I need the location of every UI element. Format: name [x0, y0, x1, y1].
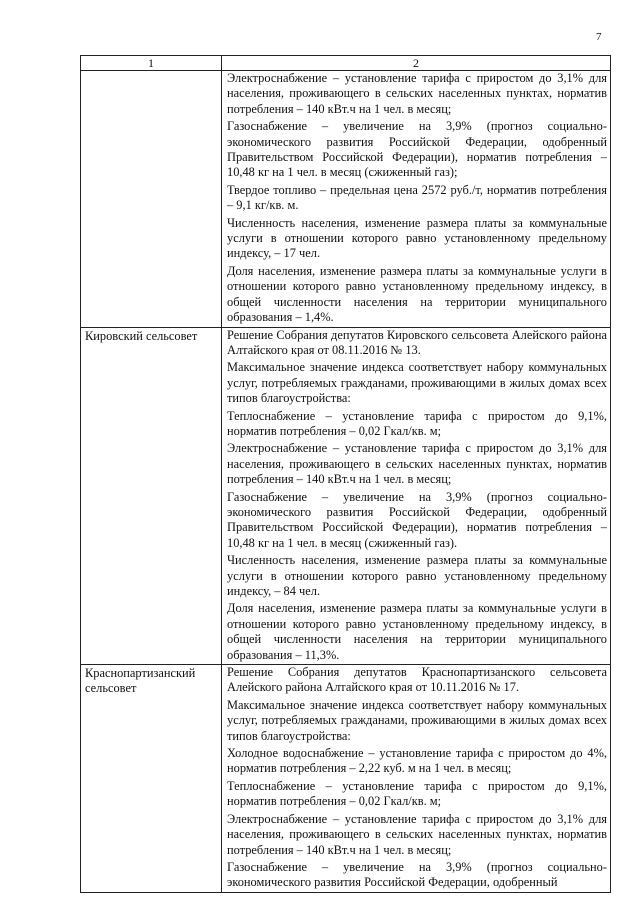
table-header-row — [81, 56, 611, 71]
paragraph-population-share: Доля населения, изменение размера платы за коммунальные услуги в отношении которого равно установленному предельному индексу, в общей численности населения на территории муниципального образования – 11,3%. — [227, 601, 607, 662]
paragraph-solid-fuel: Твердое топливо – предельная цена 2572 руб./т, норматив потребления – 9,1 кг/кв. м. — [227, 182, 607, 213]
paragraph-decision: Решение Собрания депутатов Кировского сельсовета Алейского района Алтайского края от 08.11.2016 № 13. — [227, 327, 607, 357]
paragraph-cold-water: Холодное водоснабжение – установление тарифа с приростом до 4%, норматив потребления – 2,22 куб. м на 1 чел. в месяц; — [227, 746, 607, 776]
tariff-description — [222, 665, 611, 893]
paragraph-electricity: Электроснабжение – установление тарифа с приростом до 3,1% для населения, проживающего в сельских населенных пунктах, норматив потребления – 140 кВт.ч на 1 чел. в месяц; — [227, 811, 607, 857]
paragraph-heating: Теплоснабжение – установление тарифа с приростом до 9,1%, норматив потребления – 0,02 Гкал/кв. м; — [227, 778, 607, 809]
paragraph-gas: Газоснабжение – увеличение на 3,9% (прогноз социально-экономического развития Российской Федерации, одобренный Правительством Российской Федерации), норматив потребления – 10,48 кг на 1 чел. в месяц (сжиженный газ). — [227, 489, 607, 550]
paragraph-population-share: Доля населения, изменение размера платы за коммунальные услуги в отношении которого равно установленному предельному индексу, в общей численности населения на территории муниципального образования – 1,4%. — [227, 263, 607, 325]
municipality-name: Краснопартизанский сельсовет — [81, 665, 222, 893]
paragraph-population-count: Численность населения, изменение размера платы за коммунальные услуги в отношении которого равно установленному предельному индексу, – 84 чел. — [227, 553, 607, 598]
paragraph-electricity: Электроснабжение – установление тарифа с приростом до 3,1% для населения, проживающего в сельских населенных пунктах, норматив потребления – 140 кВт.ч на 1 чел. в месяц; — [227, 71, 607, 116]
tariff-description — [222, 71, 611, 328]
table-row — [81, 327, 611, 665]
municipality-name: Кировский сельсовет — [81, 327, 222, 665]
tariff-description — [222, 327, 611, 665]
paragraph-max-index: Максимальное значение индекса соответствует набору коммунальных услуг, потребляемых гражданами, проживающими в жилых домах всех типов благоустройства: — [227, 360, 607, 406]
paragraph-gas: Газоснабжение – увеличение на 3,9% (прогноз социально-экономического развития Российской Федерации, одобренный Правительством Российской Федерации), норматив потребления – 10,48 кг на 1 чел. в месяц (сжиженный газ); — [227, 119, 607, 180]
municipality-name — [81, 71, 222, 328]
page-number: 7 — [596, 31, 602, 43]
paragraph-population-count: Численность населения, изменение размера платы за коммунальные услуги в отношении которого равно установленному предельному индексу, – 17 чел. — [227, 215, 607, 261]
paragraph-heating: Теплоснабжение – установление тарифа с приростом до 9,1%, норматив потребления – 0,02 Гкал/кв. м; — [227, 408, 607, 438]
column-header-1: 1 — [81, 56, 222, 71]
paragraph-gas: Газоснабжение – увеличение на 3,9% (прогноз социально-экономического развития Российской Федерации, одобренный — [227, 859, 607, 890]
column-header-2: 2 — [222, 56, 611, 71]
table-row — [81, 71, 611, 328]
municipality-tariff-table — [80, 55, 611, 893]
paragraph-electricity: Электроснабжение – установление тарифа с приростом до 3,1% для населения, проживающего в сельских населенных пунктах, норматив потребления – 140 кВт.ч на 1 чел. в месяц; — [227, 441, 607, 487]
paragraph-max-index: Максимальное значение индекса соответствует набору коммунальных услуг, потребляемых гражданами, проживающими в жилых домах всех типов благоустройства: — [227, 697, 607, 743]
table-row — [81, 665, 611, 893]
paragraph-decision: Решение Собрания депутатов Краснопартизанского сельсовета Алейского района Алтайского края от 10.11.2016 № 17. — [227, 665, 607, 695]
